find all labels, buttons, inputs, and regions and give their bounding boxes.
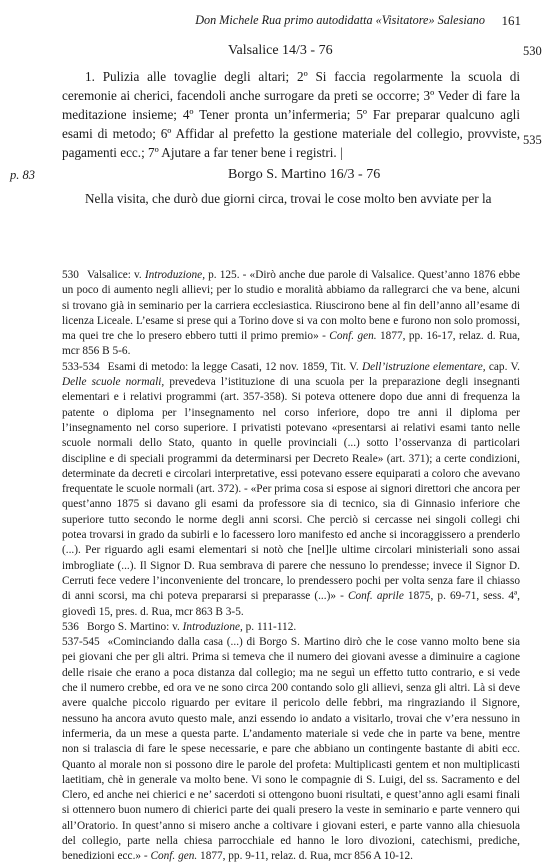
footnote-text: cap. V. bbox=[485, 360, 520, 373]
footnote-number: 530 bbox=[62, 269, 79, 281]
footnote-text: Borgo S. Martino: v. bbox=[86, 620, 183, 633]
footnote-text: Introduzione, bbox=[144, 269, 206, 281]
footnotes bbox=[62, 268, 520, 865]
footnote-text: Dell’istruzione elementare, bbox=[361, 360, 486, 373]
footnote-537-545 bbox=[62, 635, 520, 864]
footnote-text: 1877, pp. 16-17, relaz. d. Rua, mcr 856 B 5-6. bbox=[62, 330, 520, 358]
footnote-text: 1875, p. 69-71, sess. 4ª, giovedì 15, pres. d. Rua, mcr 863 B 3-5. bbox=[62, 590, 520, 618]
footnote-533-534 bbox=[62, 360, 520, 620]
section-heading-borgo: Borgo S. Martino 16/3 - 76 bbox=[228, 167, 381, 182]
page-number: 161 bbox=[501, 13, 521, 28]
footnote-text: Esami di metodo: la legge Casati, 12 nov. 1859, Tit. V. bbox=[107, 360, 362, 373]
footnote-text: p. 111-112. bbox=[242, 620, 297, 633]
page-header bbox=[150, 13, 521, 31]
running-title: Don Michele Rua primo autodidatta «Visitatore» Salesiano bbox=[195, 13, 485, 27]
footnote-number: 536 bbox=[62, 620, 79, 633]
footnote-text: 1877, pp. 9-11, relaz. d. Rua, mcr 856 A 10-12. bbox=[197, 850, 413, 863]
margin-line-number-535: 535 bbox=[523, 133, 542, 147]
footnote-text: Introduzione, bbox=[182, 620, 243, 633]
footnote-text: «Cominciando dalla casa (...) di Borgo S. Martino dirò che le cose vanno molto bene sia pei giovani che per gli altri. Prima si temeva che il numero dei giovani avesse a diminuire a cagione delle risaie che erano a poca distanza dal collegio; ma ne seguì un effetto tutto contrario, e si vede che il numero crebbe, ed ora ve ne sono circa 200 contando solo gli allievi, senza gli altri. Là si deve avere qualche piccolo riguardo per evitare il pericolo delle febbri, ma ringraziando il Signore, nessuno ha ancora avuto questo male, anzi essendo io andato a visitarlo, trovai che v’era nessuno in infermeria, da un mese a questa parte. L’andamento materiale si vede che in parte va bene, mentre non si tralascia di fare le spese necessarie, e pare che abbiano un contingente bastante di abiti ecc. Quanto al morale non si possono dire le parole del profeta: Multiplicasti gentem et non multiplicasti laetitiam, chè in generale va molto bene. Vi sono le compagnie di S. Luigi, del ss. Sacramento e del Clero, ed anche nei chierici e ne’ sacerdoti si ottengono buoni risultati, e quest’anno agli esami finali si ottennero buon numero di chierici parte dei quali presero la veste in seminario e parte vennero qui all’Oratorio. In quest’anno si misero anche a coltivare i giovani esteri, e parte vanno alla chiesuola del collegio, parte nella chiesa parrocchiale ed hanno le loro divozioni, catechismi, prediche, benedizioni ecc.» - bbox=[62, 636, 520, 863]
body-paragraph: 1. Pulizia alle tovaglie degli altari; 2º Si faccia regolarmente la scuola di ceremonie ai cherici, facendoli anche surrogare da preti se occorre; 3º Veder di fare la meditazione insieme; 4º Tener pronta un’infermeria; 5º Far preparar qualcuno agli esami di metodo; 6º Affidar al prefetto la gestione materiale del collegio, provviste, pagamenti ecc.; 7º Ajutare a far tener bene i registri. | bbox=[62, 69, 520, 160]
footnote-text: p. 125. - «Dirò anche due parole di Valsalice. Quest’anno 1876 ebbe un poco di aumento negli allievi; per lo studio e moralità abbiamo da rallegrarci che va bene, alcuni si trovano già in seminario per la carriera ecclesiastica. Riuscirono bene al fin dell’anno all’esame di licenza Liceale. L’esame si prese qui a Torino dove si va con molto bene e furono non solo promossi, ma quei tre che lo presero ebbero tutti il primo premio» - bbox=[62, 269, 520, 343]
section-heading-valsalice: Valsalice 14/3 - 76 bbox=[228, 43, 333, 58]
section-body-borgo bbox=[62, 189, 520, 208]
section-body-valsalice bbox=[62, 67, 520, 162]
footnote-text: Delle scuole normali, bbox=[62, 376, 165, 389]
footnote-number: 533-534 bbox=[62, 360, 100, 373]
footnote-number: 537-545 bbox=[62, 636, 100, 649]
margin-line-number-530: 530 bbox=[523, 44, 542, 58]
margin-page-reference: p. 83 bbox=[10, 168, 35, 182]
footnote-530 bbox=[62, 268, 520, 360]
footnote-text: Conf. gen. bbox=[329, 330, 377, 343]
body-paragraph: Nella visita, che durò due giorni circa, trovai le cose molto ben avviate per la bbox=[85, 191, 492, 206]
footnote-text: Conf. aprile bbox=[347, 590, 404, 603]
footnote-text: prevedeva l’istituzione di una scuola per la preparazione degli insegnanti elementari e i relativi programmi (art. 357-358). Si poteva ottenere dopo due anni di frequenza la patente o diploma per l’insegnamento nel corso inferiore, dopo tre anni il diploma per l’insegnamento nel corso superiore. I privatisti potevano «presentarsi ai relativi esami tanto nelle scuole normali dello Stato, quanto in quelle provinciali (...) sotto l’osservanza di particolari discipline e di speciali programmi da determinarsi per Decreto Reale» (art. 371); a certe condizioni, determinate da decreti e circolari interpretative, essi potevano essere equiparati a coloro che avevano frequentate le scuole normali (art. 372). - «Per prima cosa si espose ai signori direttori che ancora per quest’anno 1875 si davano gli esami da professore sia di tecnico, sia di Ginnasio inferiore che superiore tutto secondo le norme degli anni scorsi. Che perciò si cercasse nei singoli collegi chi potea trovarsi in grado da subirli e lo facessero loro manifesto ed anche si incoraggissero a prenderlo (...). Per riguardo agli esami elementari si notò che [nel]le ultime circolari ministeriali sono assai imbrogliate (...). Il Signor D. Rua sembrava di parere che nessuno lo prendesse; invece il Signor D. Cerruti fece vedere l’inconveniente del troncare, lo prendessero pochi per volta senza fare il chiasso di anni scorsi, ma chi poteva prepararsi si preparasse (...)» - bbox=[62, 376, 520, 603]
footnote-536 bbox=[62, 620, 520, 635]
footnote-text: Valsalice: v. bbox=[86, 269, 145, 281]
footnote-text: Conf. gen. bbox=[150, 850, 198, 863]
